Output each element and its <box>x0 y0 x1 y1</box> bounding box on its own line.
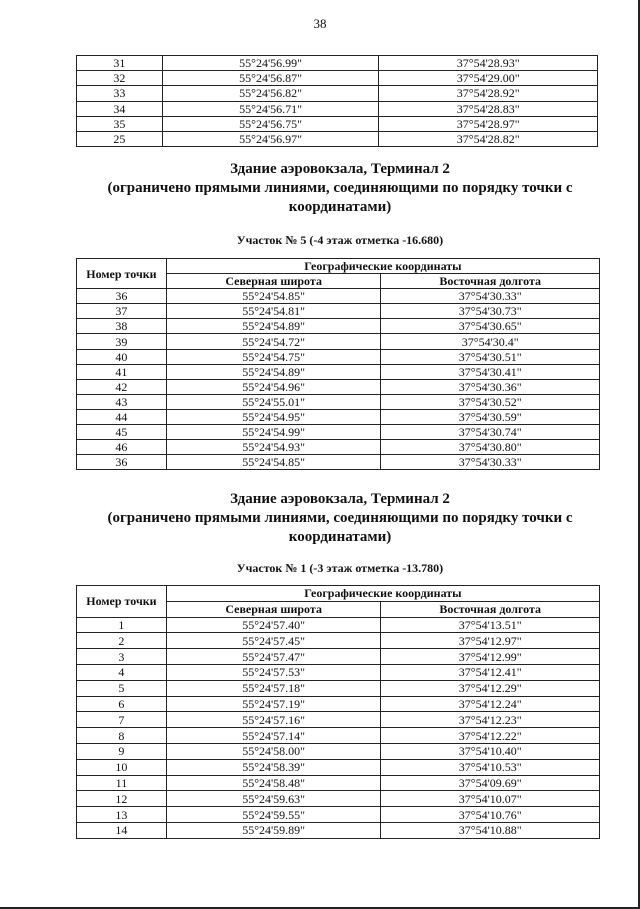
table-row <box>77 712 600 728</box>
table-row <box>77 116 598 131</box>
table-row <box>77 696 600 712</box>
header-point-number: Номер точки <box>77 259 167 289</box>
longitude-cell: 37°54'12.97" <box>381 633 600 649</box>
point-number-cell: 12 <box>77 791 167 807</box>
section-subheading: Участок № 5 (-4 этаж отметка -16.680) <box>236 233 444 247</box>
point-number-cell: 4 <box>77 664 167 680</box>
latitude-cell: 55°24'57.53" <box>166 664 381 680</box>
latitude-cell: 55°24'54.72" <box>166 334 381 349</box>
longitude-cell: 37°54'28.97" <box>379 116 598 131</box>
point-number-cell: 44 <box>77 409 167 424</box>
longitude-cell: 37°54'12.29" <box>381 680 600 696</box>
latitude-cell: 55°24'56.82" <box>162 86 379 101</box>
point-number-cell: 7 <box>77 712 167 728</box>
latitude-cell: 55°24'54.96" <box>166 379 381 394</box>
header-longitude: Восточная долгота <box>381 274 600 289</box>
table-row <box>77 791 600 807</box>
table-row <box>77 379 600 394</box>
longitude-cell: 37°54'12.99" <box>381 649 600 665</box>
point-number-cell: 11 <box>77 775 167 791</box>
latitude-cell: 55°24'59.55" <box>166 807 381 823</box>
longitude-cell: 37°54'30.80" <box>381 440 600 455</box>
point-number-cell: 33 <box>77 86 163 101</box>
longitude-cell: 37°54'28.92" <box>379 86 598 101</box>
table-row <box>77 822 600 838</box>
table-row <box>77 304 600 319</box>
latitude-cell: 55°24'54.99" <box>166 425 381 440</box>
point-number-cell: 1 <box>77 617 167 633</box>
point-number-cell: 8 <box>77 728 167 744</box>
longitude-cell: 37°54'30.65" <box>381 319 600 334</box>
latitude-cell: 55°24'57.14" <box>166 728 381 744</box>
point-number-cell: 13 <box>77 807 167 823</box>
longitude-cell: 37°54'09.69" <box>381 775 600 791</box>
section-heading-terminal-2-block-5 <box>60 160 620 217</box>
coordinates-table-continued <box>76 55 598 147</box>
table-row <box>77 440 600 455</box>
longitude-cell: 37°54'10.40" <box>381 743 600 759</box>
point-number-cell: 40 <box>77 349 167 364</box>
heading-line: (ограничено прямыми линиями, соединяющими по порядку точки с <box>107 510 573 526</box>
point-number-cell: 25 <box>77 131 163 146</box>
latitude-cell: 55°24'57.18" <box>166 680 381 696</box>
point-number-cell: 10 <box>77 759 167 775</box>
longitude-cell: 37°54'12.24" <box>381 696 600 712</box>
latitude-cell: 55°24'54.81" <box>166 304 381 319</box>
latitude-cell: 55°24'56.75" <box>162 116 379 131</box>
heading-line: координатами) <box>288 529 392 545</box>
longitude-cell: 37°54'28.82" <box>379 131 598 146</box>
longitude-cell: 37°54'28.83" <box>379 101 598 116</box>
longitude-cell: 37°54'30.74" <box>381 425 600 440</box>
latitude-cell: 55°24'54.93" <box>166 440 381 455</box>
latitude-cell: 55°24'55.01" <box>166 394 381 409</box>
header-point-number: Номер точки <box>77 586 167 618</box>
header-geo-coordinates: Географические координаты <box>166 259 599 274</box>
heading-line: Здание аэровокзала, Терминал 2 <box>230 491 450 507</box>
point-number-cell: 31 <box>77 56 163 71</box>
coordinates-table-block-5 <box>76 258 600 470</box>
point-number-cell: 37 <box>77 304 167 319</box>
table-row <box>77 364 600 379</box>
latitude-cell: 55°24'57.45" <box>166 633 381 649</box>
table-row <box>77 334 600 349</box>
header-latitude: Северная широта <box>166 601 381 617</box>
point-number-cell: 45 <box>77 425 167 440</box>
longitude-cell: 37°54'30.73" <box>381 304 600 319</box>
longitude-cell: 37°54'10.88" <box>381 822 600 838</box>
heading-line: координатами) <box>288 199 392 215</box>
table-row <box>77 394 600 409</box>
latitude-cell: 55°24'56.97" <box>162 131 379 146</box>
latitude-cell: 55°24'57.16" <box>166 712 381 728</box>
point-number-cell: 42 <box>77 379 167 394</box>
table-row <box>77 131 598 146</box>
table-row <box>77 319 600 334</box>
point-number-cell: 9 <box>77 743 167 759</box>
latitude-cell: 55°24'59.89" <box>166 822 381 838</box>
header-latitude: Северная широта <box>166 274 381 289</box>
page-number: 38 <box>313 16 327 31</box>
point-number-cell: 6 <box>77 696 167 712</box>
point-number-cell: 14 <box>77 822 167 838</box>
header-geo-coordinates: Географические координаты <box>166 586 599 602</box>
point-number-cell: 34 <box>77 101 163 116</box>
point-number-cell: 36 <box>77 289 167 304</box>
table-row <box>77 289 600 304</box>
longitude-cell: 37°54'28.93" <box>379 56 598 71</box>
table-row <box>77 633 600 649</box>
heading-line: (ограничено прямыми линиями, соединяющими по порядку точки с <box>107 180 573 196</box>
latitude-cell: 55°24'54.95" <box>166 409 381 424</box>
section-heading-terminal-2-block-1 <box>60 490 620 547</box>
table-row <box>77 101 598 116</box>
latitude-cell: 55°24'54.75" <box>166 349 381 364</box>
point-number-cell: 35 <box>77 116 163 131</box>
header-longitude: Восточная долгота <box>381 601 600 617</box>
longitude-cell: 37°54'13.51" <box>381 617 600 633</box>
longitude-cell: 37°54'30.51" <box>381 349 600 364</box>
latitude-cell: 55°24'56.71" <box>162 101 379 116</box>
point-number-cell: 36 <box>77 455 167 470</box>
longitude-cell: 37°54'29.00" <box>379 71 598 86</box>
point-number-cell: 39 <box>77 334 167 349</box>
longitude-cell: 37°54'30.4" <box>381 334 600 349</box>
longitude-cell: 37°54'12.41" <box>381 664 600 680</box>
table-body <box>77 56 598 147</box>
point-number-cell: 32 <box>77 71 163 86</box>
point-number-cell: 2 <box>77 633 167 649</box>
latitude-cell: 55°24'58.39" <box>166 759 381 775</box>
table-row <box>77 680 600 696</box>
longitude-cell: 37°54'10.07" <box>381 791 600 807</box>
coordinates-table-block-1 <box>76 585 600 839</box>
table-row <box>77 649 600 665</box>
latitude-cell: 55°24'57.47" <box>166 649 381 665</box>
heading-line: Здание аэровокзала, Терминал 2 <box>230 161 450 177</box>
latitude-cell: 55°24'59.63" <box>166 791 381 807</box>
longitude-cell: 37°54'30.59" <box>381 409 600 424</box>
longitude-cell: 37°54'10.53" <box>381 759 600 775</box>
latitude-cell: 55°24'56.87" <box>162 71 379 86</box>
table-row <box>77 455 600 470</box>
table-row <box>77 409 600 424</box>
longitude-cell: 37°54'10.76" <box>381 807 600 823</box>
table-body <box>77 289 600 470</box>
latitude-cell: 55°24'58.00" <box>166 743 381 759</box>
table-row <box>77 728 600 744</box>
table-row <box>77 775 600 791</box>
latitude-cell: 55°24'54.89" <box>166 319 381 334</box>
longitude-cell: 37°54'30.33" <box>381 455 600 470</box>
table-row <box>77 664 600 680</box>
point-number-cell: 3 <box>77 649 167 665</box>
point-number-cell: 41 <box>77 364 167 379</box>
latitude-cell: 55°24'56.99" <box>162 56 379 71</box>
latitude-cell: 55°24'54.85" <box>166 455 381 470</box>
longitude-cell: 37°54'30.52" <box>381 394 600 409</box>
point-number-cell: 43 <box>77 394 167 409</box>
longitude-cell: 37°54'12.23" <box>381 712 600 728</box>
longitude-cell: 37°54'30.36" <box>381 379 600 394</box>
point-number-cell: 38 <box>77 319 167 334</box>
point-number-cell: 5 <box>77 680 167 696</box>
table-row <box>77 617 600 633</box>
table-row <box>77 56 598 71</box>
latitude-cell: 55°24'54.85" <box>166 289 381 304</box>
table-row <box>77 743 600 759</box>
table-row <box>77 759 600 775</box>
latitude-cell: 55°24'57.40" <box>166 617 381 633</box>
table-row <box>77 807 600 823</box>
point-number-cell: 46 <box>77 440 167 455</box>
longitude-cell: 37°54'30.41" <box>381 364 600 379</box>
longitude-cell: 37°54'30.33" <box>381 289 600 304</box>
table-row <box>77 86 598 101</box>
table-row <box>77 349 600 364</box>
section-subheading: Участок № 1 (-3 этаж отметка -13.780) <box>236 561 444 575</box>
latitude-cell: 55°24'54.89" <box>166 364 381 379</box>
table-row <box>77 71 598 86</box>
longitude-cell: 37°54'12.22" <box>381 728 600 744</box>
table-row <box>77 425 600 440</box>
latitude-cell: 55°24'58.48" <box>166 775 381 791</box>
latitude-cell: 55°24'57.19" <box>166 696 381 712</box>
table-body <box>77 617 600 838</box>
